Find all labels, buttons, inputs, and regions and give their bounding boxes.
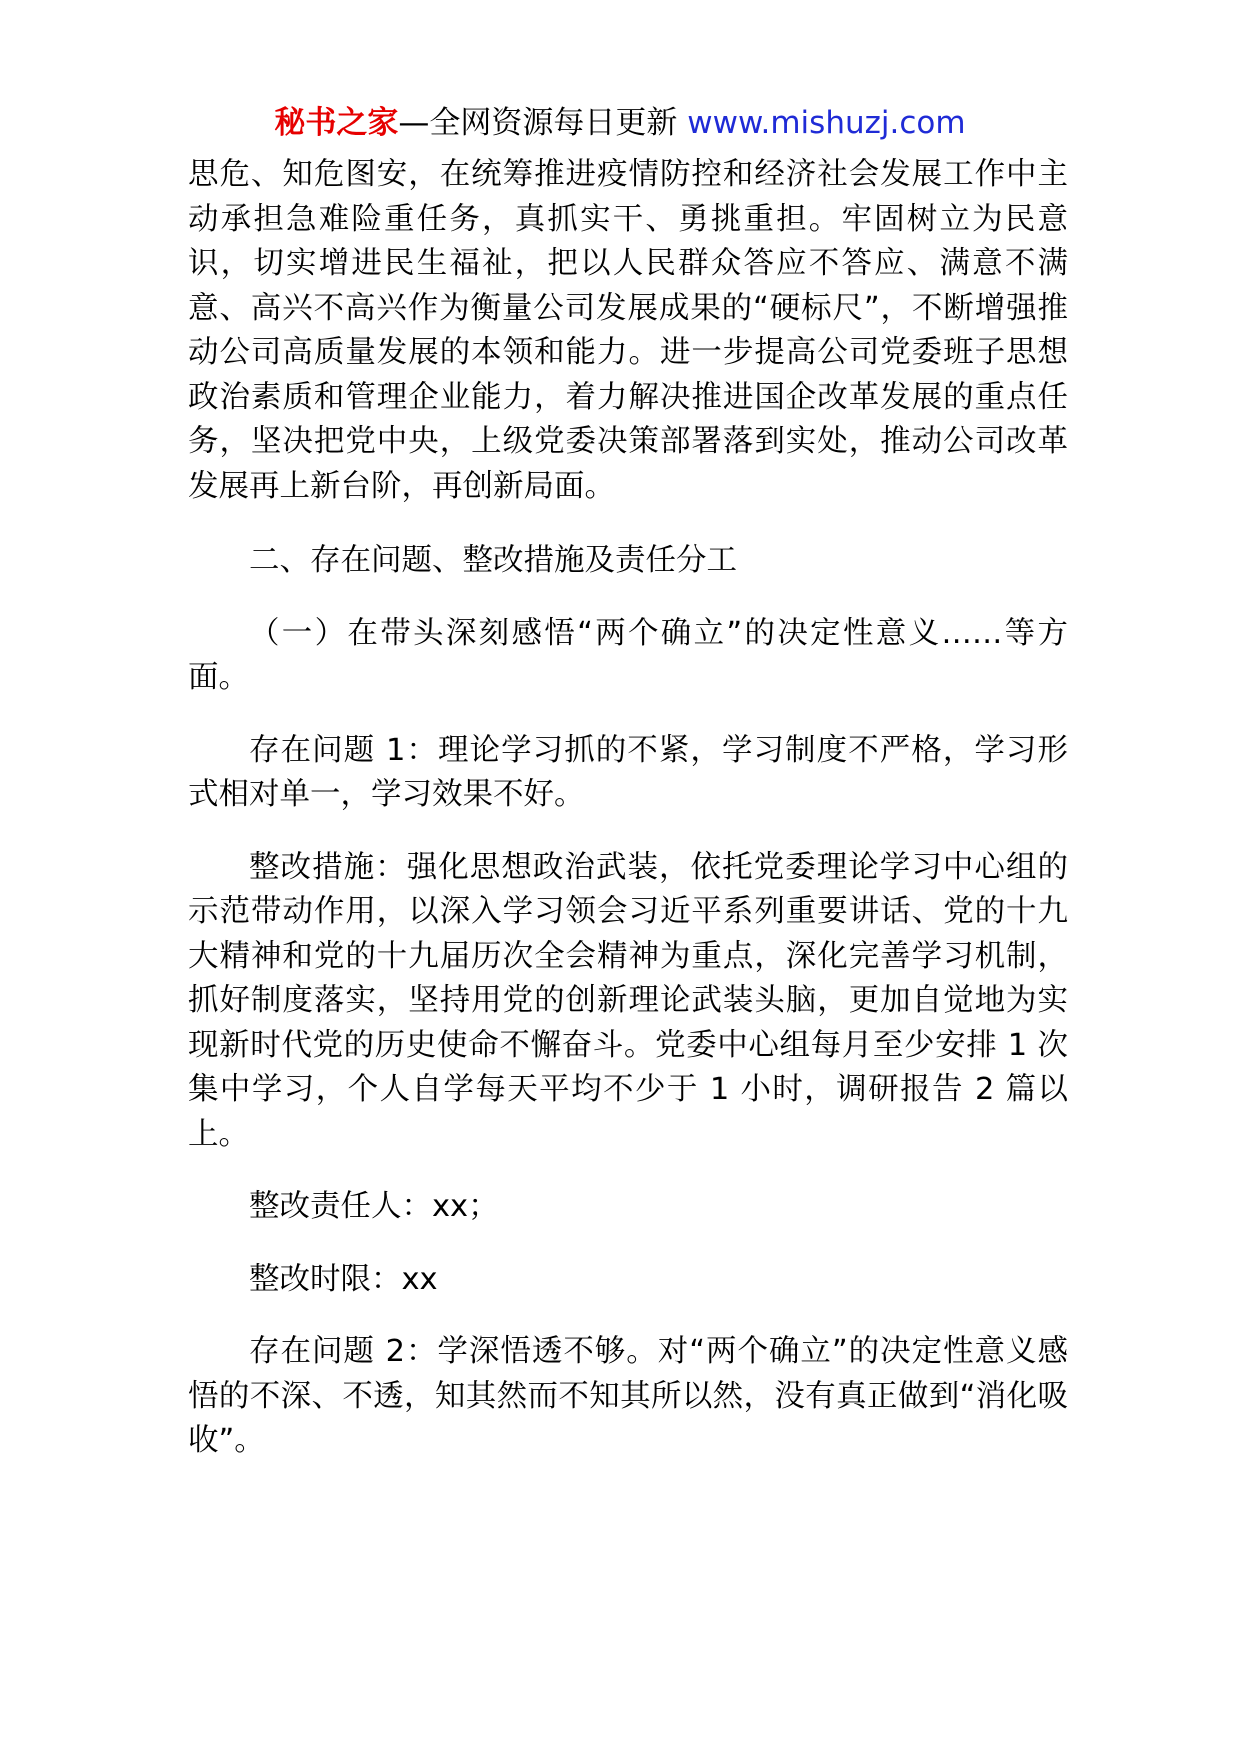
- deadline-line: 整改时限：xx: [249, 1261, 438, 1297]
- subsection-heading: （一）在带头深刻感悟“两个确立”的决定性意义……等方面。: [188, 615, 1068, 695]
- header-tagline: —全网资源每日更新: [398, 105, 678, 141]
- measures-paragraph: 整改措施：强化思想政治武装，依托党委理论学习中心组的示范带动作用，以深入学习领会习近平系列重要讲话、党的十九大精神和党的十九届历次全会精神为重点，深化完善学习机制，抓好制度落实，坚持用党的创新理论武装头脑，更加自觉地为实现新时代党的历史使命不懈奋斗。党委中心组每月至少安排 1 次集中学习，个人自学每天平均不少于 1 小时，调研报告 2 篇以上。: [188, 849, 1068, 1152]
- document-body: [188, 153, 1068, 1492]
- problem-1-paragraph: 存在问题 1：理论学习抓的不紧，学习制度不严格，学习形式相对单一，学习效果不好。: [188, 732, 1068, 812]
- brand-name: 秘书之家: [274, 105, 399, 141]
- continued-paragraph: 思危、知危图安，在统筹推进疫情防控和经济社会发展工作中主动承担急难险重任务，真抓实干、勇挑重担。牢固树立为民意识，切实增进民生福祉，把以人民群众答应不答应、满意不满意、高兴不高兴作为衡量公司发展成果的“硬标尺”，不断增强推动公司高质量发展的本领和能力。进一步提高公司党委班子思想政治素质和管理企业能力，着力解决推进国企改革发展的重点任务，坚决把党中央，上级党委决策部署落到实处，推动公司改革发展再上新台阶，再创新局面。: [188, 157, 1068, 504]
- problem-2-paragraph: 存在问题 2：学深悟透不够。对“两个确立”的决定性意义感悟的不深、不透，知其然而不知其所以然，没有真正做到“消化吸收”。: [188, 1334, 1068, 1458]
- header-url-link[interactable]: www.mishuzj.com: [687, 105, 966, 141]
- section-heading: 二、存在问题、整改措施及责任分工: [249, 543, 737, 578]
- page-header: [0, 103, 1240, 143]
- responsible-person-line: 整改责任人：xx；: [249, 1189, 499, 1224]
